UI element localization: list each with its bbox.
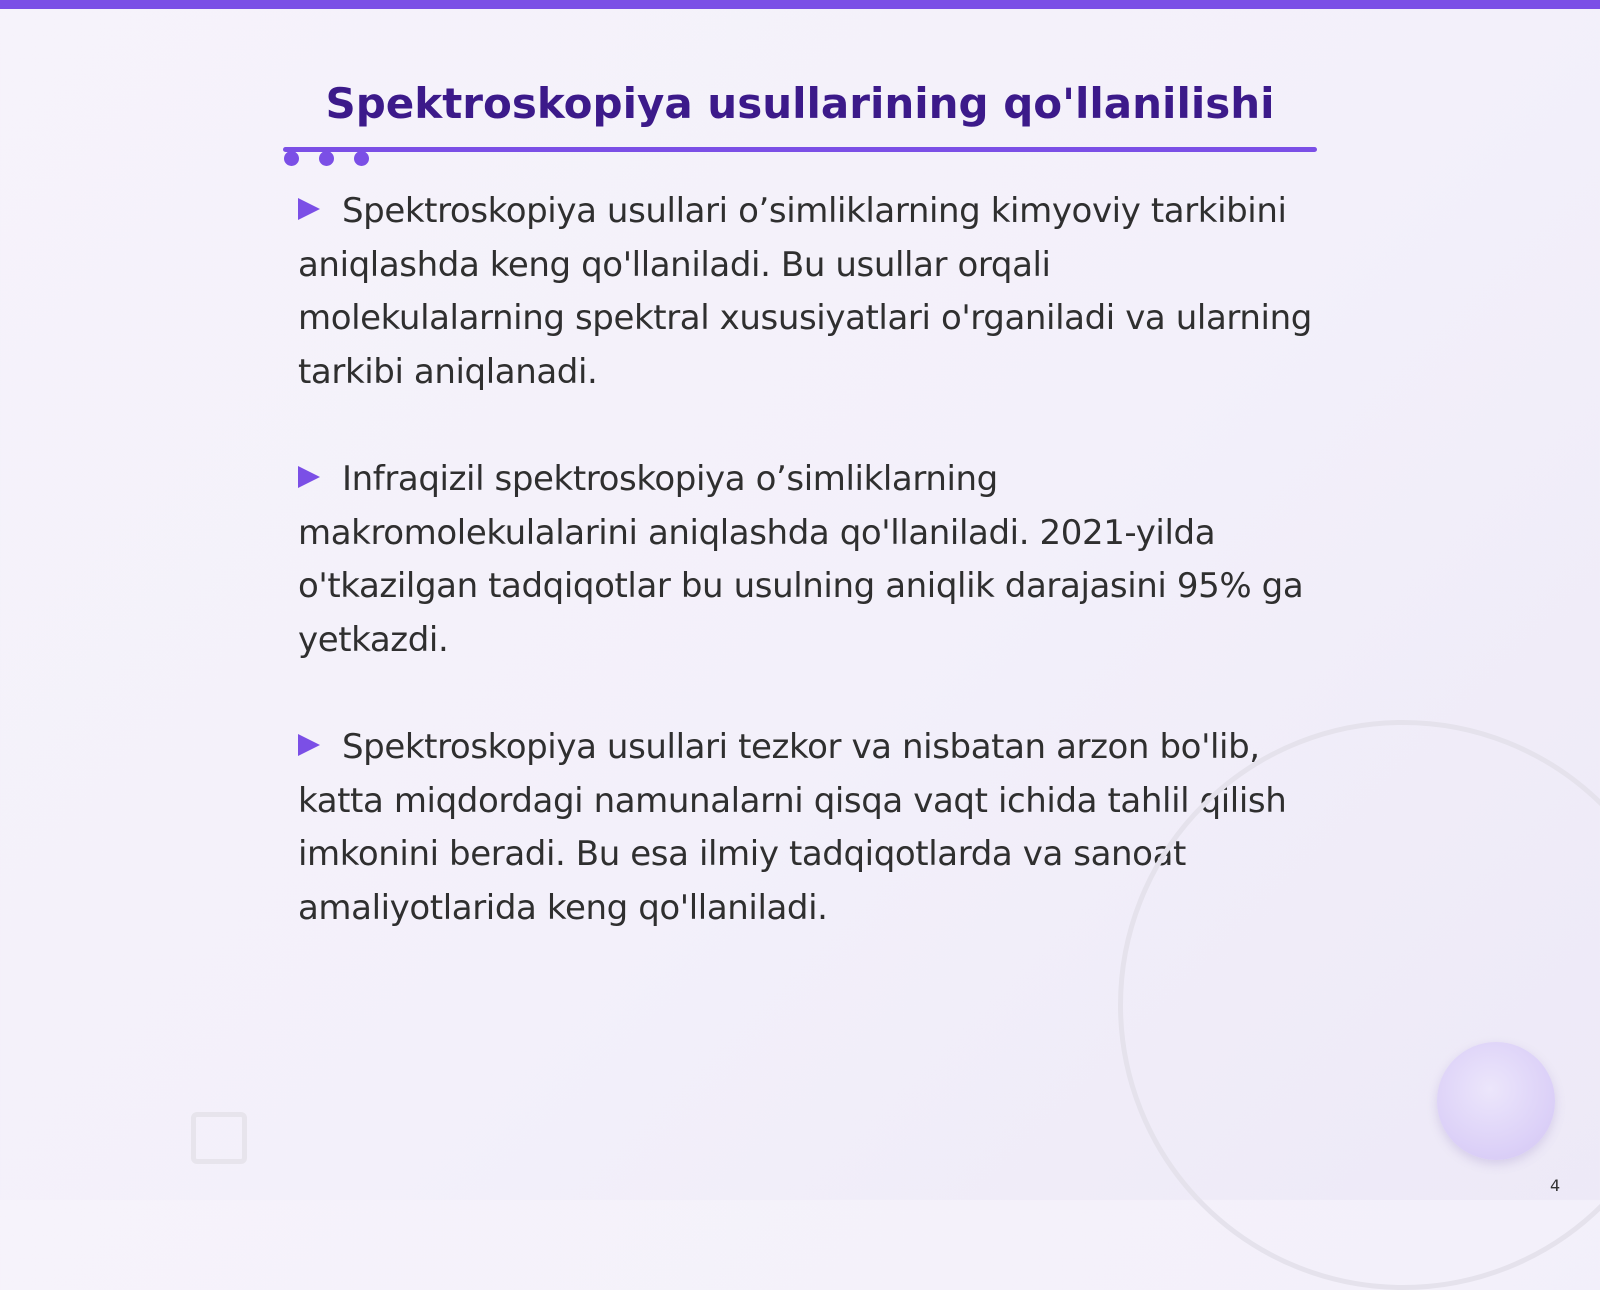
decorative-orb — [1437, 1042, 1555, 1160]
top-accent-bar — [0, 0, 1600, 9]
triangle-bullet-icon — [298, 734, 320, 756]
underline-dot-icon — [284, 151, 299, 166]
underline-dot-icon — [354, 151, 369, 166]
bullet-text: Spektroskopiya usullari tezkor va nisbatan arzon bo'lib, katta miqdordagi namunalarni qisqa vaqt ichida tahlil qilish imkonini beradi. Bu esa ilmiy tadqiqotlarda va sanoat amaliyotlarida keng qo'llaniladi. — [298, 727, 1287, 928]
triangle-bullet-icon — [298, 466, 320, 488]
bullet-text: Infraqizil spektroskopiya o’simliklarning makromolekulalarini aniqlashda qo'llaniladi. 2021-yilda o'tkazilgan tadqiqotlar bu usulning aniqlik darajasini 95% ga yetkazdi. — [298, 459, 1304, 660]
bullet-item — [298, 453, 1318, 667]
underline-dot-icon — [319, 151, 334, 166]
triangle-bullet-icon — [298, 198, 320, 220]
title-underline — [283, 147, 1317, 152]
bullet-item — [298, 185, 1318, 399]
slide-title: Spektroskopiya usullarining qo'llanilishi — [325, 79, 1275, 128]
decorative-square — [191, 1112, 247, 1164]
page-number: 4 — [1550, 1176, 1561, 1195]
bullet-text: Spektroskopiya usullari o’simliklarning kimyoviy tarkibini aniqlashda keng qo'llaniladi. Bu usullar orqali molekulalarning spektral xususiyatlari o'rganiladi va ularning tarkibi aniqlanadi. — [298, 191, 1312, 392]
